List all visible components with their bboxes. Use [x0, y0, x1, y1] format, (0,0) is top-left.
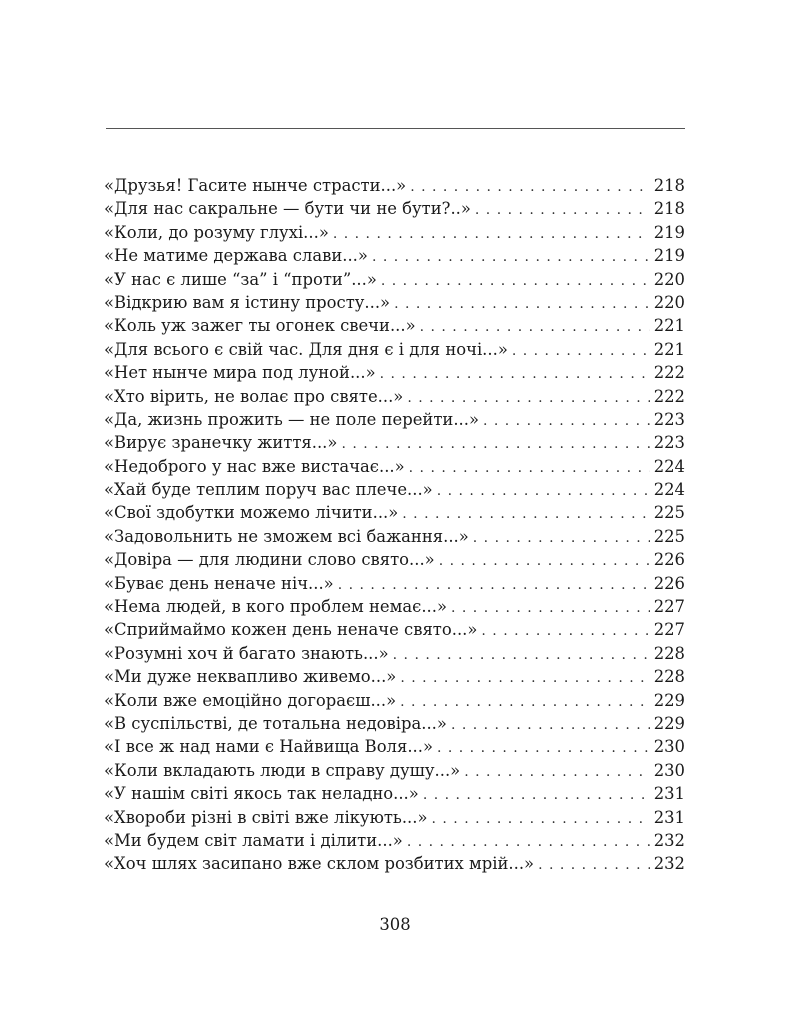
- toc-dot-leader: [402, 503, 649, 526]
- toc-dot-leader: [538, 854, 650, 877]
- toc-dot-leader: [372, 246, 650, 269]
- toc-entry-page-number: 232: [653, 830, 685, 850]
- toc-entry: [104, 618, 685, 641]
- toc-entry: [104, 478, 685, 501]
- toc-dot-leader: [407, 387, 649, 410]
- toc-dot-leader: [333, 223, 650, 246]
- toc-dot-leader: [451, 597, 650, 620]
- toc-entry-page-number: 224: [653, 456, 685, 476]
- toc-entry-title: «Не матиме держава слави...»: [104, 246, 368, 266]
- toc-entry-page-number: 229: [653, 713, 685, 733]
- toc-entry-title: «Хай буде теплим поруч вас плече...»: [104, 480, 433, 500]
- toc-entry: [104, 268, 685, 291]
- toc-dot-leader: [341, 433, 649, 456]
- toc-entry-title: «Коли вкладають люди в справу душу...»: [104, 760, 461, 780]
- toc-entry-title: «Задовольнить не зможем всі бажання...»: [104, 526, 469, 546]
- toc-entry-title: «Буває день неначе ніч...»: [104, 573, 334, 593]
- toc-entry: [104, 408, 685, 431]
- toc-entry: [104, 689, 685, 712]
- toc-dot-leader: [432, 808, 650, 831]
- toc-dot-leader: [400, 667, 649, 690]
- toc-entry-page-number: 224: [653, 480, 685, 500]
- toc-entry: [104, 361, 685, 384]
- toc-entry-page-number: 231: [653, 784, 685, 804]
- toc-entry-page-number: 228: [653, 667, 685, 687]
- toc-entry: [104, 852, 685, 875]
- toc-entry-title: «Хоч шлях засипано вже склом розбитих мрій...»: [104, 854, 535, 874]
- toc-entry-page-number: 219: [653, 222, 685, 242]
- toc-entry-title: «У нашім світі якось так неладно...»: [104, 784, 419, 804]
- toc-entry-page-number: 231: [653, 807, 685, 827]
- toc-entry: [104, 455, 685, 478]
- toc-entry-page-number: 221: [653, 339, 685, 359]
- toc-entry: [104, 642, 685, 665]
- toc-entry-title: «Коли вже емоційно догораєш...»: [104, 690, 397, 710]
- toc-dot-leader: [400, 691, 650, 714]
- toc-entry-title: «Розумні хоч й багато знають...»: [104, 643, 389, 663]
- toc-dot-leader: [393, 644, 650, 667]
- toc-entry-title: «Нема людей, в кого проблем немає...»: [104, 597, 447, 617]
- toc-dot-leader: [423, 784, 650, 807]
- toc-entry-page-number: 225: [653, 526, 685, 546]
- toc-entry: [104, 525, 685, 548]
- toc-entry-title: «Свої здобутки можемо лічити...»: [104, 503, 399, 523]
- toc-entry: [104, 759, 685, 782]
- toc-dot-leader: [439, 550, 650, 573]
- toc-entry-page-number: 226: [653, 573, 685, 593]
- toc-entry-title: «Для всього є свій час. Для дня є і для ночі...»: [104, 339, 508, 359]
- toc-dot-leader: [483, 410, 650, 433]
- toc-dot-leader: [380, 363, 650, 386]
- toc-entry-title: «Сприймаймо кожен день неначе свято...»: [104, 620, 478, 640]
- toc-dot-leader: [420, 316, 650, 339]
- toc-entry: [104, 665, 685, 688]
- toc-entry-page-number: 218: [653, 176, 685, 195]
- toc-entry-page-number: 222: [653, 386, 685, 406]
- toc-dot-leader: [410, 176, 650, 199]
- toc-dot-leader: [451, 714, 650, 737]
- toc-entry-title: «В суспільстві, де тотальна недовіра...»: [104, 713, 447, 733]
- toc-entry: [104, 782, 685, 805]
- toc-entry: [104, 806, 685, 829]
- toc-entry: [104, 829, 685, 852]
- toc-entry: [104, 431, 685, 454]
- toc-entry: [104, 572, 685, 595]
- toc-dot-leader: [381, 270, 650, 293]
- toc-entry-title: «Вирує зранечку життя...»: [104, 433, 338, 453]
- toc-entry: [104, 197, 685, 220]
- toc-entry-page-number: 221: [653, 316, 685, 336]
- toc-entry: [104, 712, 685, 735]
- toc-entry: [104, 338, 685, 361]
- toc-entry-page-number: 219: [653, 246, 685, 266]
- toc-dot-leader: [437, 737, 650, 760]
- toc-entry-page-number: 228: [653, 643, 685, 663]
- toc-entry-title: «Ми будем світ ламати і ділити...»: [104, 830, 403, 850]
- toc-entry-page-number: 222: [653, 363, 685, 383]
- toc-entry-page-number: 226: [653, 550, 685, 570]
- toc-dot-leader: [464, 761, 650, 784]
- toc-dot-leader: [473, 527, 650, 550]
- toc-entry-title: «Нет нынче мира под луной...»: [104, 363, 376, 383]
- toc-entry-page-number: 230: [653, 737, 685, 757]
- toc-entry: [104, 735, 685, 758]
- toc-entry-title: «Для нас сакральне — бути чи не бути?..»: [104, 199, 471, 219]
- toc-entry-title: «Хто вірить, не волає про святе...»: [104, 386, 404, 406]
- toc-entry: [104, 314, 685, 337]
- toc-entry-page-number: 220: [653, 292, 685, 312]
- toc-dot-leader: [409, 457, 650, 480]
- toc-dot-leader: [437, 480, 650, 503]
- toc-entry-page-number: 223: [653, 409, 685, 429]
- toc-entry-page-number: 229: [653, 690, 685, 710]
- toc-entry: [104, 221, 685, 244]
- toc-entry-page-number: 227: [653, 620, 685, 640]
- toc-entry-title: «Відкрию вам я істину просту...»: [104, 292, 391, 312]
- toc-entry-page-number: 227: [653, 597, 685, 617]
- toc-entry-page-number: 220: [653, 269, 685, 289]
- toc-entry-title: «Ми дуже неквапливо живемо...»: [104, 667, 397, 687]
- toc-entry-title: «Довіра — для людини слово свято...»: [104, 550, 435, 570]
- toc-entry: [104, 385, 685, 408]
- toc-entry: [104, 501, 685, 524]
- toc-dot-leader: [512, 340, 650, 363]
- toc-entry: [104, 595, 685, 618]
- toc-entry: [104, 291, 685, 314]
- toc-dot-leader: [407, 831, 650, 854]
- toc-entry: [104, 174, 685, 197]
- toc-entry-title: «У нас є лише “за” і “проти”...»: [104, 269, 377, 289]
- toc-entry-page-number: 230: [653, 760, 685, 780]
- toc-entry-title: «Да, жизнь прожить — не поле перейти...»: [104, 409, 479, 429]
- toc-dot-leader: [338, 574, 650, 597]
- toc-entry-page-number: 232: [653, 854, 685, 874]
- header-rule: [106, 128, 685, 129]
- toc-dot-leader: [394, 293, 650, 316]
- toc-entry-page-number: 225: [653, 503, 685, 523]
- page-number: 308: [379, 915, 411, 934]
- toc-entry-title: «Хвороби різні в світі вже лікують...»: [104, 807, 428, 827]
- table-of-contents: [104, 174, 685, 876]
- toc-entry-title: «І все ж над нами є Найвища Воля...»: [104, 737, 433, 757]
- toc-entry-title: «Друзья! Гасите нынче страсти...»: [104, 176, 407, 195]
- toc-entry-title: «Коль уж зажег ты огонек свечи...»: [104, 316, 416, 336]
- toc-entry: [104, 244, 685, 267]
- toc-entry-page-number: 218: [653, 199, 685, 219]
- toc-entry-page-number: 223: [653, 433, 685, 453]
- toc-dot-leader: [475, 199, 650, 222]
- toc-entry-title: «Коли, до розуму глухі...»: [104, 222, 329, 242]
- toc-entry: [104, 548, 685, 571]
- toc-dot-leader: [481, 620, 649, 643]
- toc-entry-title: «Недоброго у нас вже вистачає...»: [104, 456, 405, 476]
